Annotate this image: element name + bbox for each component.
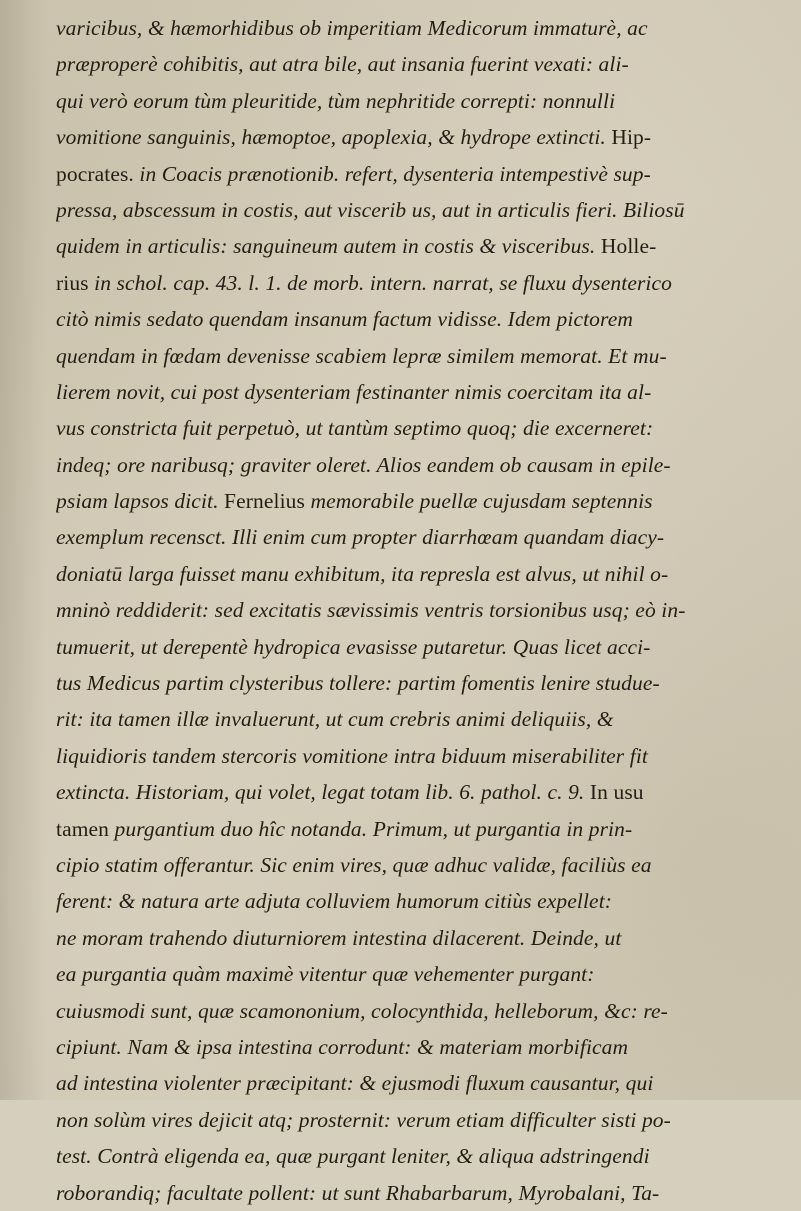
page-gutter-shadow — [0, 0, 46, 1100]
text-line — [56, 701, 776, 737]
italic-text: cipio statim offerantur. Sic enim vires, quæ adhuc validæ, faciliùs ea — [56, 852, 652, 877]
text-line — [56, 410, 776, 446]
italic-text: doniatū larga fuisset manu exhibitum, ita represla est alvus, ut nihil o- — [56, 561, 669, 586]
text-line — [56, 301, 776, 337]
roman-text: rius — [56, 270, 95, 295]
roman-text: pocrates. — [56, 161, 140, 186]
italic-text: tumuerit, ut derepentè hydropica evasisse putaretur. Quas licet acci- — [56, 634, 651, 659]
text-line — [56, 1138, 776, 1174]
italic-text: psiam lapsos dicit. — [56, 489, 225, 514]
text-line — [56, 738, 776, 774]
italic-text: ad intestina violenter præcipitant: & ejusmodi fluxum causantur, qui — [56, 1071, 654, 1096]
roman-text: In usu — [589, 780, 644, 805]
italic-text: mninò reddiderit: sed excitatis sævissimis ventris torsionibus usq; eò in- — [56, 598, 686, 623]
italic-text: qui verò eorum tùm pleuritide, tùm nephritide correpti: nonnulli — [56, 88, 616, 113]
italic-text: tus Medicus partim clysteribus tollere: partim fomentis lenire studue- — [56, 671, 660, 696]
italic-text: cuiusmodi sunt, quæ scamononium, colocynthida, helleborum, &c: re- — [56, 998, 668, 1023]
text-line — [56, 192, 776, 228]
text-line — [56, 519, 776, 555]
roman-text: Hip- — [611, 125, 652, 150]
text-line — [56, 265, 776, 301]
roman-text: Holle- — [600, 234, 657, 259]
text-line — [56, 811, 776, 847]
text-line — [56, 956, 776, 992]
italic-text: citò nimis sedato quendam insanum factum vidisse. Idem pictorem — [56, 307, 633, 332]
text-line — [56, 1102, 776, 1138]
italic-text: non solùm vires dejicit atq; prosternit: verum etiam difficulter sisti po- — [56, 1107, 671, 1132]
text-line — [56, 847, 776, 883]
text-line — [56, 993, 776, 1029]
italic-text: memorabile puellæ cujusdam septennis — [310, 489, 653, 514]
text-line — [56, 156, 776, 192]
italic-text: exemplum recensct. Illi enim cum propter diarrhœam quandam diacy- — [56, 525, 665, 550]
italic-text: purgantium duo hîc notanda. Primum, ut purgantia in prin- — [114, 816, 633, 841]
italic-text: liquidioris tandem stercoris vomitione intra biduum miserabiliter fit — [56, 743, 648, 768]
italic-text: cipiunt. Nam & ipsa intestina corrodunt: & materiam morbificam — [56, 1034, 629, 1059]
italic-text: quendam in fœdam devenisse scabiem lepræ similem memorat. Et mu- — [56, 343, 667, 368]
italic-text: ferent: & natura arte adjuta colluviem humorum citiùs expellet: — [56, 889, 613, 914]
italic-text: in schol. cap. 43. l. 1. de morb. intern. narrat, se fluxu dysenterico — [94, 270, 672, 295]
text-line — [56, 228, 776, 264]
italic-text: vus constricta fuit perpetuò, ut tantùm septimo quoq; die excerneret: — [56, 416, 654, 441]
text-line — [56, 883, 776, 919]
text-line — [56, 665, 776, 701]
italic-text: lierem novit, cui post dysenteriam festinanter nimis coercitam ita al- — [56, 379, 652, 404]
text-line — [56, 1065, 776, 1101]
italic-text: præproperè cohibitis, aut atra bile, aut insania fuerint vexati: ali- — [56, 52, 629, 77]
italic-text: rit: ita tamen illæ invaluerunt, ut cum crebris animi deliquiis, & — [56, 707, 614, 732]
text-line — [56, 920, 776, 956]
text-line — [56, 592, 776, 628]
text-line — [56, 629, 776, 665]
italic-text: roborandiq; facultate pollent: ut sunt Rhabarbarum, Myrobalani, Ta- — [56, 1180, 660, 1205]
text-line — [56, 1029, 776, 1065]
text-line — [56, 1175, 776, 1211]
text-line — [56, 338, 776, 374]
text-line — [56, 83, 776, 119]
text-line — [56, 556, 776, 592]
text-line — [56, 447, 776, 483]
italic-text: indeq; ore naribusq; graviter oleret. Alios eandem ob causam in epile- — [56, 452, 671, 477]
italic-text: ne moram trahendo diuturniorem intestina dilacerent. Deinde, ut — [56, 925, 622, 950]
roman-text: Fernelius — [224, 489, 311, 514]
italic-text: test. Contrà eligenda ea, quæ purgant leniter, & aliqua adstringendi — [56, 1144, 650, 1169]
roman-text: tamen — [56, 816, 115, 841]
italic-text: vomitione sanguinis, hæmoptoe, apoplexia, & hydrope extincti. — [56, 125, 612, 150]
italic-text: varicibus, & hæmorhidibus ob imperitiam Medicorum immaturè, ac — [56, 16, 648, 40]
italic-text: quidem in articulis: sanguineum autem in costis & visceribus. — [56, 234, 601, 259]
italic-text: in Coacis prænotionib. refert, dysenteria intempestivè sup- — [139, 161, 651, 186]
text-line — [56, 374, 776, 410]
text-line — [56, 46, 776, 82]
text-line — [56, 483, 776, 519]
italic-text: extincta. Historiam, qui volet, legat totam lib. 6. pathol. c. 9. — [56, 780, 590, 805]
latin-text-block — [56, 10, 776, 1211]
italic-text: pressa, abscessum in costis, aut viscerib us, aut in articulis fieri. Biliosū — [56, 197, 685, 222]
text-line — [56, 119, 776, 155]
text-line — [56, 10, 776, 46]
text-line — [56, 774, 776, 810]
italic-text: ea purgantia quàm maximè vitentur quæ vehementer purgant: — [56, 962, 595, 987]
